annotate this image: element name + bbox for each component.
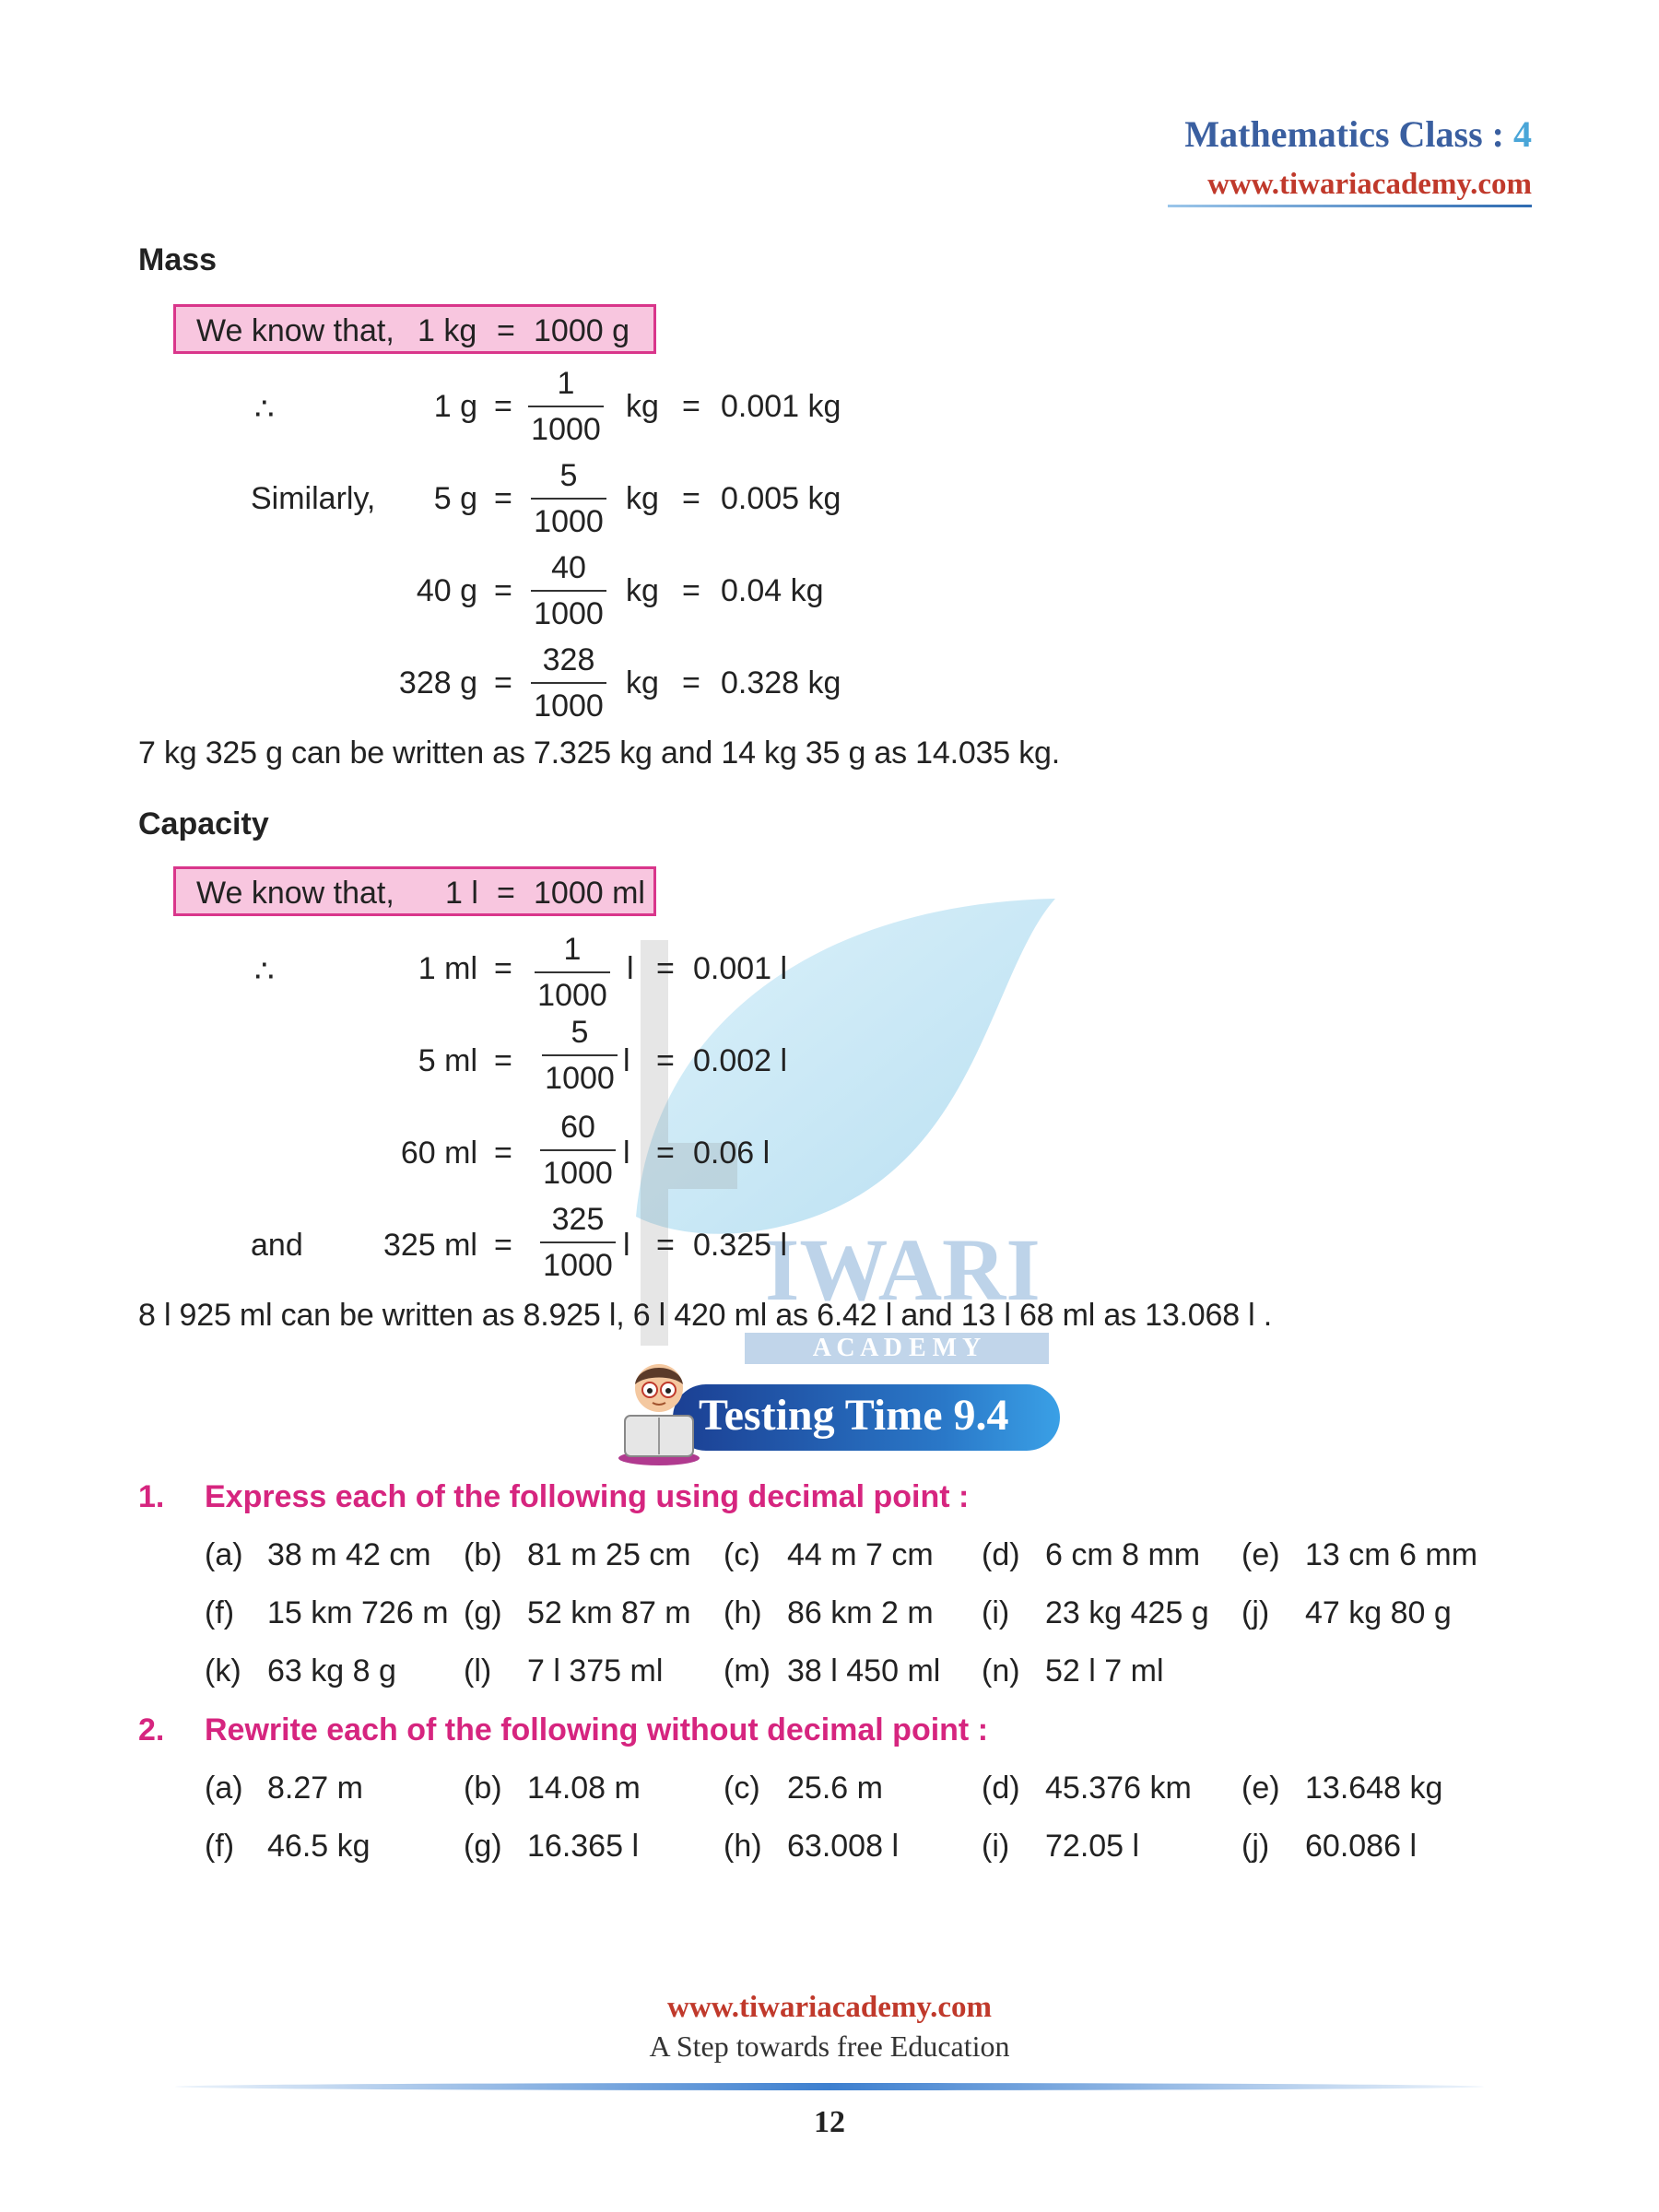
equals-sign: = — [682, 481, 700, 516]
item-tag: (l) — [464, 1653, 492, 1688]
item-value: 6 cm 8 mm — [1045, 1537, 1201, 1572]
footer-divider — [175, 2083, 1484, 2090]
item-value: 16.365 l — [527, 1829, 639, 1864]
capacity-row-fraction — [542, 1014, 618, 1097]
fraction-numerator: 1 — [563, 932, 582, 967]
equals-sign: = — [494, 1135, 512, 1171]
item-tag: (f) — [205, 1595, 235, 1630]
item-tag: (c) — [724, 1771, 760, 1806]
box-lead: We know that, — [196, 313, 394, 348]
capacity-definition-box — [173, 866, 656, 916]
unit-label: l — [623, 1228, 630, 1263]
box-rhs: 1000 ml — [534, 876, 645, 911]
fraction-denominator: 1000 — [545, 1061, 615, 1096]
item-value: 81 m 25 cm — [527, 1537, 691, 1572]
therefore-symbol: ∴ — [254, 392, 275, 427]
fraction-numerator: 325 — [551, 1202, 605, 1237]
capacity-row-result: 0.001 l — [693, 951, 788, 986]
item-value: 13.648 kg — [1305, 1771, 1443, 1806]
item-tag: (b) — [464, 1771, 502, 1806]
equals-sign: = — [494, 389, 512, 424]
equals-sign: = — [656, 1043, 675, 1078]
item-value: 60.086 l — [1305, 1829, 1417, 1864]
capacity-heading: Capacity — [138, 806, 269, 841]
question-number: 1. — [138, 1479, 165, 1514]
item-value: 46.5 kg — [267, 1829, 371, 1864]
box-equals: = — [497, 876, 515, 911]
item-tag: (b) — [464, 1537, 502, 1572]
fraction-denominator: 1000 — [537, 978, 607, 1013]
item-value: 86 km 2 m — [787, 1595, 934, 1630]
mass-row-fraction — [528, 365, 604, 448]
item-tag: (m) — [724, 1653, 771, 1688]
mass-row-lhs: 1 g — [433, 389, 477, 424]
item-value: 72.05 l — [1045, 1829, 1140, 1864]
fraction-denominator: 1000 — [534, 504, 604, 539]
header-divider — [1168, 205, 1532, 207]
therefore-symbol: ∴ — [254, 954, 275, 989]
equals-sign: = — [682, 665, 700, 700]
equals-sign: = — [494, 951, 512, 986]
equals-sign: = — [656, 1228, 675, 1263]
box-lhs: 1 l — [445, 876, 478, 911]
item-value: 52 km 87 m — [527, 1595, 691, 1630]
fraction-bar — [531, 590, 606, 592]
mass-heading: Mass — [138, 242, 218, 277]
question-text: Rewrite each of the following without decimal point : — [205, 1712, 989, 1747]
capacity-row-fraction — [540, 1201, 616, 1284]
unit-label: kg — [626, 573, 659, 608]
question-number: 2. — [138, 1712, 165, 1747]
item-value: 25.6 m — [787, 1771, 883, 1806]
fraction-numerator: 60 — [560, 1110, 595, 1145]
equals-sign: = — [682, 573, 700, 608]
item-tag: (j) — [1241, 1829, 1270, 1864]
item-tag: (k) — [205, 1653, 241, 1688]
item-value: 7 l 375 ml — [527, 1653, 664, 1688]
mass-row-lhs: 328 g — [398, 665, 477, 700]
header-title — [1184, 112, 1532, 156]
fraction-bar — [535, 971, 610, 973]
box-equals: = — [497, 313, 515, 348]
mass-row-fraction — [531, 457, 606, 540]
item-tag: (g) — [464, 1829, 502, 1864]
capacity-row-result: 0.325 l — [693, 1228, 788, 1263]
footer-tagline: A Step towards free Education — [649, 2030, 1010, 2063]
fraction-numerator: 5 — [571, 1015, 589, 1050]
capacity-row-fraction — [540, 1109, 616, 1192]
item-tag: (c) — [724, 1537, 760, 1572]
item-value: 14.08 m — [527, 1771, 641, 1806]
fraction-denominator: 1000 — [534, 688, 604, 724]
fraction-denominator: 1000 — [543, 1156, 613, 1191]
mass-row-fraction — [531, 549, 606, 632]
capacity-row-result: 0.06 l — [693, 1135, 771, 1171]
item-value: 8.27 m — [267, 1771, 363, 1806]
fraction-bar — [540, 1149, 616, 1151]
and-label: and — [251, 1228, 303, 1263]
item-tag: (i) — [982, 1595, 1010, 1630]
unit-label: kg — [626, 481, 659, 516]
fraction-numerator: 328 — [542, 642, 595, 677]
item-tag: (d) — [982, 1771, 1020, 1806]
watermark-subword: A C A D E M Y — [745, 1333, 1049, 1364]
similarly-label: Similarly, — [251, 481, 376, 516]
item-value: 63 kg 8 g — [267, 1653, 396, 1688]
mass-row-result: 0.04 kg — [721, 573, 824, 608]
equals-sign: = — [494, 665, 512, 700]
unit-label: l — [627, 951, 634, 986]
mass-row-result: 0.328 kg — [721, 665, 841, 700]
fraction-denominator: 1000 — [531, 412, 601, 447]
mass-definition-box — [173, 304, 656, 354]
item-value: 23 kg 425 g — [1045, 1595, 1209, 1630]
capacity-paragraph: 8 l 925 ml can be written as 8.925 l, 6 l 420 ml as 6.42 l and 13 l 68 ml as 13.068 l . — [138, 1298, 1272, 1333]
item-tag: (h) — [724, 1595, 762, 1630]
page-number: 12 — [814, 2105, 845, 2139]
item-tag: (f) — [205, 1829, 235, 1864]
equals-sign: = — [494, 573, 512, 608]
capacity-row-lhs: 325 ml — [382, 1228, 477, 1263]
item-tag: (j) — [1241, 1595, 1270, 1630]
equals-sign: = — [682, 389, 700, 424]
item-value: 13 cm 6 mm — [1305, 1537, 1478, 1572]
fraction-numerator: 1 — [557, 366, 575, 401]
item-tag: (d) — [982, 1537, 1020, 1572]
capacity-row-result: 0.002 l — [693, 1043, 788, 1078]
mass-row-result: 0.005 kg — [721, 481, 841, 516]
equals-sign: = — [656, 951, 675, 986]
equals-sign: = — [494, 1228, 512, 1263]
item-value: 47 kg 80 g — [1305, 1595, 1452, 1630]
item-value: 44 m 7 cm — [787, 1537, 934, 1572]
fraction-denominator: 1000 — [534, 596, 604, 631]
equals-sign: = — [656, 1135, 675, 1171]
question-text: Express each of the following using decimal point : — [205, 1479, 970, 1514]
item-tag: (h) — [724, 1829, 762, 1864]
item-tag: (e) — [1241, 1537, 1280, 1572]
box-lhs: 1 kg — [418, 313, 477, 348]
box-rhs: 1000 g — [534, 313, 629, 348]
capacity-row-lhs: 1 ml — [418, 951, 477, 986]
mass-row-lhs: 5 g — [433, 481, 477, 516]
item-tag: (n) — [982, 1653, 1020, 1688]
equals-sign: = — [494, 481, 512, 516]
header-url[interactable]: www.tiwariacademy.com — [1207, 168, 1532, 201]
item-tag: (a) — [205, 1771, 243, 1806]
mass-row-fraction — [531, 641, 606, 724]
fraction-numerator: 5 — [559, 458, 578, 493]
header-title-text: Mathematics Class : — [1184, 113, 1513, 155]
item-tag: (i) — [982, 1829, 1010, 1864]
item-value: 38 m 42 cm — [267, 1537, 431, 1572]
mass-row-result: 0.001 kg — [721, 389, 841, 424]
footer-url[interactable]: www.tiwariacademy.com — [667, 1991, 992, 2024]
capacity-row-lhs: 5 ml — [418, 1043, 477, 1078]
equals-sign: = — [494, 1043, 512, 1078]
fraction-bar — [531, 498, 606, 500]
header-class-number: 4 — [1513, 113, 1532, 155]
item-value: 52 l 7 ml — [1045, 1653, 1164, 1688]
fraction-denominator: 1000 — [543, 1248, 613, 1283]
item-tag: (e) — [1241, 1771, 1280, 1806]
box-lead: We know that, — [196, 876, 394, 911]
fraction-bar — [528, 406, 604, 407]
unit-label: kg — [626, 389, 659, 424]
mass-paragraph: 7 kg 325 g can be written as 7.325 kg and 14 kg 35 g as 14.035 kg. — [138, 735, 1060, 771]
capacity-row-lhs: 60 ml — [400, 1135, 477, 1171]
fraction-bar — [542, 1054, 618, 1056]
item-value: 38 l 450 ml — [787, 1653, 941, 1688]
reading-child-icon — [608, 1353, 710, 1467]
mass-row-lhs: 40 g — [416, 573, 477, 608]
capacity-row-fraction — [535, 931, 610, 1014]
unit-label: kg — [626, 665, 659, 700]
fraction-bar — [540, 1241, 616, 1243]
fraction-numerator: 40 — [551, 550, 586, 585]
testing-time-label: Testing Time 9.4 — [699, 1391, 1009, 1440]
fraction-bar — [531, 682, 606, 684]
item-value: 15 km 726 m — [267, 1595, 449, 1630]
item-tag: (a) — [205, 1537, 243, 1572]
item-tag: (g) — [464, 1595, 502, 1630]
unit-label: l — [623, 1135, 630, 1171]
item-value: 63.008 l — [787, 1829, 899, 1864]
item-value: 45.376 km — [1045, 1771, 1192, 1806]
unit-label: l — [623, 1043, 630, 1078]
watermark-word: IWARI — [765, 1220, 1041, 1319]
